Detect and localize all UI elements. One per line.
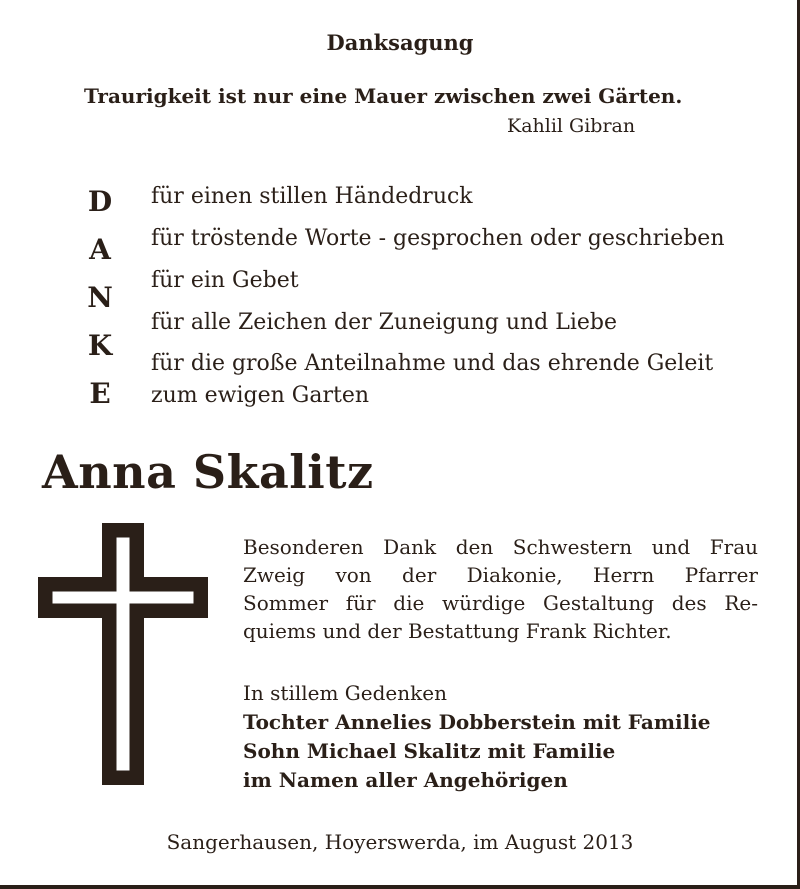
paragraph-line: Besonderen Dank den Schwestern und Frau <box>243 535 758 559</box>
danke-line: für die große Anteilnahme und das ehrende Geleit <box>151 351 714 376</box>
signature-line: Sohn Michael Skalitz mit Familie <box>243 739 616 763</box>
danke-line: für einen stillen Händedruck <box>151 184 473 209</box>
signature-line: Tochter Annelies Dobberstein mit Familie <box>243 710 711 734</box>
danke-line: für tröstende Worte - gesprochen oder geschrieben <box>151 226 725 251</box>
thanks-paragraph <box>243 533 758 645</box>
cross-icon <box>38 523 208 785</box>
danke-letter: A <box>89 233 111 266</box>
quote-text: Traurigkeit ist nur eine Mauer zwischen zwei Gärten. <box>84 84 683 108</box>
notice-heading: Danksagung <box>326 30 474 55</box>
quote-author: Kahlil Gibran <box>507 115 636 137</box>
danke-letter: N <box>87 281 113 314</box>
paragraph-line: Sommer für die würdige Gestaltung des Re- <box>243 591 758 615</box>
danke-line: für ein Gebet <box>151 268 299 293</box>
danke-letter: K <box>87 329 113 362</box>
deceased-name: Anna Skalitz <box>42 445 374 499</box>
danke-acrostic <box>78 178 122 418</box>
danke-letter: D <box>87 185 113 218</box>
danke-line: zum ewigen Garten <box>151 383 370 408</box>
signature-block <box>243 679 711 795</box>
signature-intro: In stillem Gedenken <box>243 681 447 705</box>
danke-letter: E <box>89 377 111 410</box>
danke-line: für alle Zeichen der Zuneigung und Liebe <box>151 310 618 335</box>
paragraph-line: quiems und der Bestattung Frank Richter. <box>243 619 672 643</box>
danke-lines <box>151 180 725 412</box>
signature-line: im Namen aller Angehörigen <box>243 768 568 792</box>
place-date: Sangerhausen, Hoyerswerda, im August 2013 <box>166 830 634 854</box>
paragraph-line: Zweig von der Diakonie, Herrn Pfarrer <box>243 563 758 587</box>
